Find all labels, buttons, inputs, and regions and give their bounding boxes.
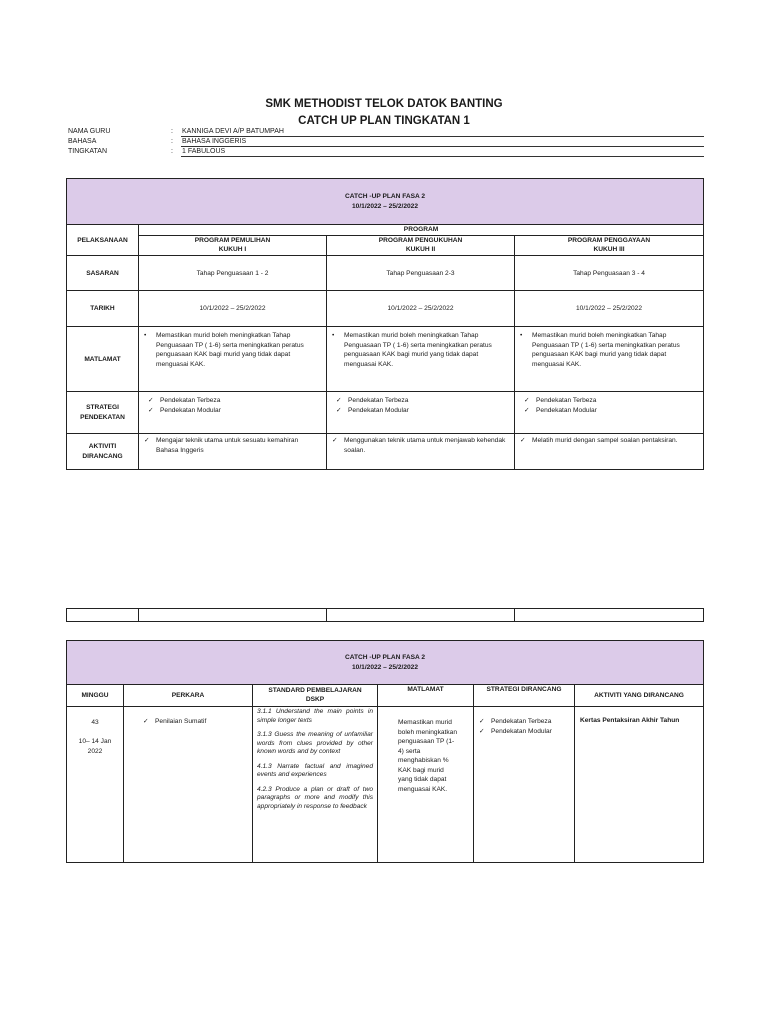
program-name: PROGRAM PEMULIHAN — [194, 237, 271, 244]
aktiviti-text: Mengajar teknik utama untuk sesuatu kemahiran Bahasa Inggeris — [156, 437, 299, 454]
form-value: 1 FABULOUS — [181, 147, 704, 157]
tarikh-value: 10/1/2022 – 25/2/2022 — [139, 291, 327, 327]
plan-header-title: CATCH -UP PLAN FASA 2 — [344, 192, 426, 200]
col-perkara: PERKARA — [124, 685, 253, 707]
col-minggu: MINGGU — [67, 685, 124, 707]
matlamat-text: Memastikan murid boleh meningkatkan Tahap Penguasaan TP ( 1-6) serta meningkatkan peratus penguasaan KAK bagi murid yang tidak dapat menguasai KAK. — [532, 332, 680, 368]
sasaran-value: Tahap Penguasaan 3 - 4 — [515, 256, 704, 291]
plan-title: CATCH UP PLAN TINGKATAN 1 — [298, 115, 470, 127]
check-icon: ✓ — [332, 437, 338, 444]
info-row-form — [68, 147, 704, 157]
aktiviti-cell — [327, 434, 515, 470]
info-label: NAMA GURU — [68, 128, 111, 135]
aktiviti-label-line1: AKTIVITI — [88, 443, 117, 450]
program-name: PROGRAM PENGGAYAAN — [567, 237, 651, 244]
document-title-block — [0, 96, 768, 130]
check-icon: ✓ — [336, 397, 342, 404]
strategi-cell — [515, 392, 704, 434]
strategi-text: Pendekatan Modular — [348, 406, 409, 414]
standard-item: 4.1.3 Narrate factual and imagined events and experiences — [257, 762, 373, 778]
matlamat-cell — [515, 327, 704, 392]
matlamat-label: MATLAMAT — [67, 327, 139, 392]
tarikh-value: 10/1/2022 – 25/2/2022 — [327, 291, 515, 327]
program-pengukuhan — [327, 236, 515, 256]
col-matlamat: MATLAMAT — [378, 685, 474, 707]
matlamat-item — [520, 331, 698, 369]
strategi-cell — [327, 392, 515, 434]
check-icon: ✓ — [520, 437, 526, 444]
check-icon: ✓ — [143, 718, 149, 725]
check-icon: ✓ — [524, 397, 530, 404]
program-label: PROGRAM — [139, 225, 704, 236]
strategi-text: Pendekatan Terbeza — [160, 397, 221, 404]
week-number: 43 — [91, 719, 99, 726]
program-kukuh: KUKUH III — [593, 245, 625, 253]
perkara-item — [143, 717, 247, 727]
matlamat-cell — [139, 327, 327, 392]
aktiviti-cell — [515, 434, 704, 470]
matlamat-text: Memastikan murid boleh meningkatkan penguasaan TP (1-4) serta menghabiskan % KAK bagi murid yang tidak dapat menguasai KAK. — [398, 719, 458, 793]
bullet-icon: • — [332, 332, 335, 339]
strategi-cell — [474, 707, 575, 863]
week-year: 2022 — [87, 748, 103, 755]
program-penggayaan — [515, 236, 704, 256]
check-icon: ✓ — [148, 397, 154, 404]
school-name: SMK METHODIST TELOK DATOK BANTING — [265, 98, 503, 110]
info-row-teacher — [68, 127, 704, 137]
info-label: BAHASA — [68, 138, 97, 145]
strategi-item — [524, 396, 698, 406]
week-cell — [67, 707, 124, 863]
program-kukuh: KUKUH II — [405, 245, 436, 253]
strategi-label — [67, 392, 139, 434]
pelaksanaan-label: PELAKSANAAN — [67, 225, 139, 256]
teacher-name: KANNIGA DEVI A/P BATUMPAH — [181, 127, 704, 137]
aktiviti-label — [67, 434, 139, 470]
check-icon: ✓ — [336, 406, 342, 414]
empty-row-table — [66, 608, 704, 622]
strategi-item — [148, 396, 321, 406]
empty-cell — [139, 609, 327, 622]
matlamat-cell — [378, 707, 474, 863]
strategi-item — [336, 396, 509, 406]
strategi-item — [479, 717, 571, 727]
aktiviti-cell — [575, 707, 704, 863]
matlamat-item — [332, 331, 509, 369]
matlamat-text: Memastikan murid boleh meningkatkan Tahap Penguasaan TP ( 1-6) serta meningkatkan peratus penguasaan KAK bagi murid yang tidak dapat menguasai KAK. — [156, 332, 304, 368]
col-standard-line2: DSKP — [305, 696, 325, 703]
aktiviti-text: Melatih murid dengan sampel soalan pentaksiran. — [532, 437, 678, 444]
matlamat-cell — [327, 327, 515, 392]
strategi-text: Pendekatan Terbeza — [348, 397, 409, 404]
empty-cell — [327, 609, 515, 622]
week-date: 10– 14 Jan — [78, 738, 112, 745]
plan-table-header — [67, 179, 704, 225]
tarikh-value: 10/1/2022 – 25/2/2022 — [515, 291, 704, 327]
teacher-info — [68, 127, 704, 157]
check-icon: ✓ — [524, 406, 530, 414]
aktiviti-cell — [139, 434, 327, 470]
check-icon: ✓ — [479, 718, 485, 725]
sasaran-label: SASARAN — [67, 256, 139, 291]
strategi-item — [336, 406, 509, 416]
matlamat-text: Memastikan murid boleh meningkatkan Tahap Penguasaan TP ( 1-6) serta meningkatkan peratus penguasaan KAK bagi murid yang tidak dapat menguasai KAK. — [344, 332, 492, 368]
strategi-item — [479, 727, 571, 737]
perkara-text: Penilaian Sumatif — [155, 718, 207, 725]
strategi-text: Pendekatan Modular — [160, 406, 221, 414]
info-colon: : — [171, 138, 173, 145]
strategi-cell — [139, 392, 327, 434]
aktiviti-text: Menggunakan teknik utama untuk menjawab kehendak soalan. — [344, 437, 506, 454]
check-icon: ✓ — [148, 406, 154, 414]
bullet-icon: • — [144, 332, 147, 339]
empty-cell — [515, 609, 704, 622]
info-colon: : — [171, 128, 173, 135]
sasaran-value: Tahap Penguasaan 1 - 2 — [139, 256, 327, 291]
info-label: TINGKATAN — [68, 148, 108, 155]
tarikh-label: TARIKH — [67, 291, 139, 327]
weekly-header-dates: 10/1/2022 – 25/2/2022 — [352, 663, 419, 671]
strategi-text: Pendekatan Modular — [536, 406, 597, 414]
aktiviti-item — [332, 436, 509, 455]
aktiviti-item — [520, 436, 698, 446]
col-standard-line1: STANDARD PEMBELAJARAN — [268, 687, 362, 694]
standard-item: 3.1.3 Guess the meaning of unfamiliar words from clues provided by other known words and by context — [257, 731, 373, 755]
strategi-text: Pendekatan Terbeza — [491, 718, 552, 725]
matlamat-item — [144, 331, 321, 369]
strategi-text: Pendekatan Terbeza — [536, 397, 597, 404]
strategi-text: Pendekatan Modular — [491, 727, 552, 735]
standard-item: 3.1.1 Understand the main points in simple longer texts — [257, 708, 373, 724]
col-aktiviti: AKTIVITI YANG DIRANCANG — [575, 685, 704, 707]
weekly-table-header — [67, 641, 704, 685]
check-icon: ✓ — [479, 727, 485, 735]
sasaran-value: Tahap Penguasaan 2-3 — [327, 256, 515, 291]
info-row-language — [68, 137, 704, 147]
program-kukuh: KUKUH I — [218, 245, 247, 253]
catch-up-plan-table — [66, 178, 704, 470]
plan-header-dates: 10/1/2022 – 25/2/2022 — [352, 202, 419, 210]
weekly-plan-table — [66, 640, 704, 863]
language-value: BAHASA INGGERIS — [181, 137, 704, 147]
aktiviti-label-line2: DIRANCANG — [82, 452, 123, 460]
standard-item: 4.2.3 Produce a plan or draft of two paragraphs or more and modify this appropriately in response to feedback — [257, 785, 373, 810]
bullet-icon: • — [520, 332, 523, 339]
aktiviti-text: Kertas Pentaksiran Akhir Tahun — [580, 717, 680, 724]
info-colon: : — [171, 148, 173, 155]
strategi-item — [524, 406, 698, 416]
strategi-item — [148, 406, 321, 416]
perkara-cell — [124, 707, 253, 863]
strategi-label-line2: PENDEKATAN — [80, 413, 125, 421]
col-strategi: STRATEGI DIRANCANG — [474, 685, 575, 707]
aktiviti-item — [144, 436, 321, 455]
col-standard — [253, 685, 378, 707]
standard-cell — [253, 707, 378, 863]
strategi-label-line1: STRATEGI — [86, 404, 119, 411]
weekly-header-title: CATCH -UP PLAN FASA 2 — [344, 653, 426, 661]
program-pemulihan — [139, 236, 327, 256]
empty-cell — [67, 609, 139, 622]
check-icon: ✓ — [144, 437, 150, 444]
program-name: PROGRAM PENGUKUHAN — [378, 237, 463, 244]
